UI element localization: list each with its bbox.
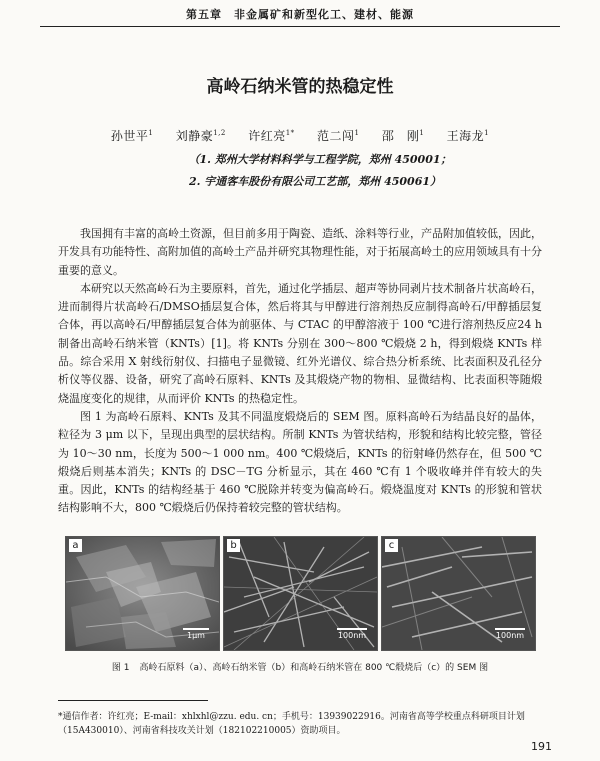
page-number: 191 <box>531 740 552 753</box>
footnote <box>58 710 550 738</box>
author: 王海龙$^1$ <box>446 129 490 143</box>
scale-bar: 1μm <box>183 628 209 640</box>
footnote-line: （15A430010）、河南省科技攻关计划（182102210005）资助项目。 <box>58 726 346 736</box>
author: 范二闯$^1$ <box>317 129 360 143</box>
footnote-line: *通信作者：许红亮；E-mail：xhlxhl@zzu. edu. cn；手机号：13939022916。河南省高等学校重点科研项目计划 <box>58 712 525 722</box>
author: 邵 刚$^1$ <box>381 129 425 143</box>
affiliation-2: 2. 宇通客车股份有限公司工艺部，郑州 450061） <box>188 175 442 188</box>
scale-bar: 100nm <box>495 628 525 640</box>
panel-label: b <box>227 539 240 552</box>
header-rule <box>40 26 560 27</box>
paper-title: 高岭石纳米管的热稳定性 <box>206 77 394 97</box>
paragraph: 本研究以天然高岭石为主要原料，首先，通过化学插层、超声等协同剥片技术制备片状高岭石，进而制得片状高岭石/DMSO插层复合体，然后将其与甲醇进行溶剂热反应制得高岭石/甲醇插层复合体，再以高岭石/甲醇插层复合体为前驱体、与 CTAC 的甲醇溶液于 100 ℃进行溶剂热反应24 h制备出高岭石纳米管（KNTs）[1]。将 KNTs 分别在 300～800 ℃煅烧 2 h，得到煅烧 KNTs 样品。综合采用 X 射线衍射仪、扫描电子显微镜、红外光谱仪、综合热分析系统、比表面积及孔径分析仪等仪器、设备，研究了高岭石原料、KNTs 及其煅烧产物的物相、显微结构、比表面积等随煅烧温度变化的规律，从而评价 KNTs 的热稳定性。 <box>58 281 542 405</box>
author: 许红亮$^{1*}$ <box>248 129 295 143</box>
footnote-rule <box>58 700 208 701</box>
figure-caption <box>0 660 600 673</box>
figure-number: 图 1 <box>111 663 130 673</box>
panel-label: a <box>69 539 82 552</box>
author: 孙世平$^1$ <box>110 129 154 143</box>
sem-image-b <box>223 536 378 651</box>
sem-image-c <box>381 536 536 651</box>
paragraph: 图 1 为高岭石原料、KNTs 及其不同温度煅烧后的 SEM 图。原料高岭石为结晶良好的晶体，粒径为 3 μm 以下，呈现出典型的层状结构。所制 KNTs 为管状结构，形貌和结构比较完整，管径为 10～30 nm，长度为 500～1 000 nm。400 ℃煅烧后，KNTs 的衍射峰仍然存在，但 500 ℃煅烧后则基本消失；KNTs 的 DSC－TG 分析显示，其在 460 ℃有 1 个吸收峰并伴有较大的失重。因此，KNTs 的结构经基于 460 ℃脱除并转变为偏高岭石。煅烧温度对 KNTs 的形貌和管状结构影响不大，800 ℃煅烧后仍保持着较完整的管状结构。 <box>58 409 542 515</box>
sem-image-a <box>65 536 220 651</box>
running-header: 第五章 非金属矿和新型化工、建材、能源 <box>186 8 414 21</box>
paragraph: 我国拥有丰富的高岭土资源，但目前多用于陶瓷、造纸、涂料等行业，产品附加值较低，因此，开发具有功能特性、高附加值的高岭土产品并研究其物理性能，对于拓展高岭土的应用领域具有十分重要的意义。 <box>58 227 542 277</box>
affiliation-1: （1. 郑州大学材料科学与工程学院，郑州 450001； <box>188 153 452 166</box>
author-list <box>40 127 560 144</box>
figure-caption-text: 高岭石原料（a）、高岭石纳米管（b）和高岭石纳米管在 800 ℃煅烧后（c）的 SEM 图 <box>139 663 489 673</box>
scale-bar: 100nm <box>337 628 367 640</box>
body-text <box>58 225 542 518</box>
panel-label: c <box>385 539 398 552</box>
author: 刘静豪$^{1,2}$ <box>175 129 226 143</box>
